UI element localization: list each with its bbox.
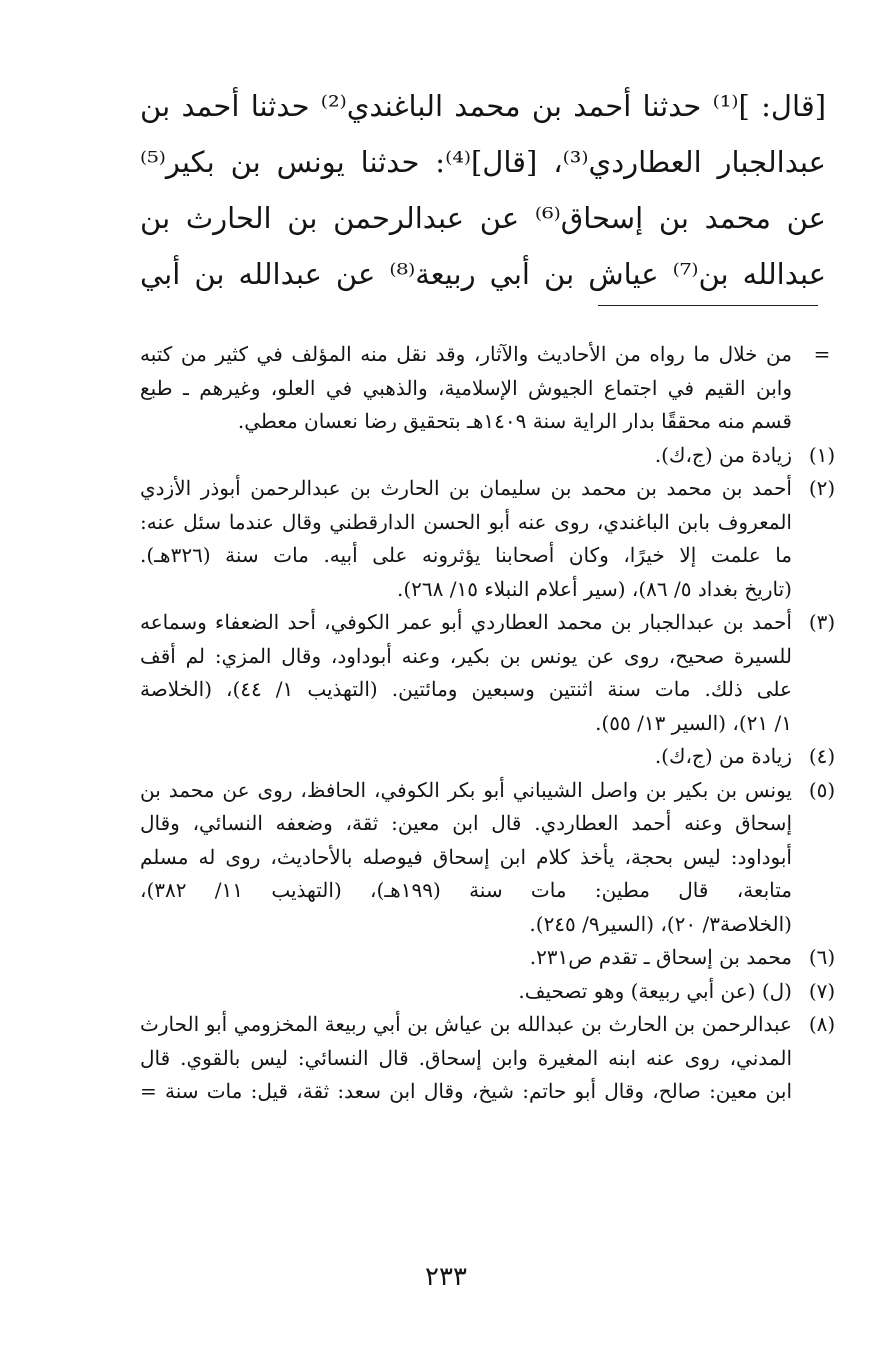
- footnote-line: ابن معين: صالح، وقال أبو حاتم: شيخ، وقال ابن سعد: ثقة، قيل: مات سنة =: [140, 1079, 792, 1103]
- page-number: ٢٣٣: [425, 1262, 467, 1292]
- footnote-continuation: [140, 338, 852, 439]
- footnote-marker: (٨): [808, 1012, 836, 1036]
- footnote-body: [140, 941, 792, 975]
- footnote-6: [140, 941, 852, 975]
- footnote-body: [140, 606, 792, 740]
- footnote-line: المدني، روى عنه ابنه المغيرة وابن إسحاق. قال النسائي: ليس بالقوي. قال: [140, 1045, 792, 1070]
- footnote-line: ما علمت إلا خيرًا، وكان أصحابنا يؤثرونه على أبيه. مات سنة (٣٢٦هـ).: [140, 543, 792, 567]
- footnotes: [140, 338, 852, 1109]
- footnote-line: ١/ ٢١)، (السير ١٣/ ٥٥).: [595, 710, 792, 735]
- footnote-5: [140, 774, 852, 942]
- footnote-line: يونس بن بكير بن واصل الشيباني أبو بكر الكوفي، الحافظ، روى عن محمد بن: [140, 777, 792, 802]
- footnote-1: [140, 439, 852, 473]
- main-text-line: عبدالجبار العطاردي⁽³⁾، [قال]⁽⁴⁾: حدثنا يونس بن بكير⁽⁵⁾: [140, 145, 826, 179]
- footnote-body: [140, 338, 792, 439]
- footnote-body: [140, 774, 792, 942]
- footnote-marker: (٣): [808, 610, 836, 634]
- footnote-marker: (٧): [808, 978, 836, 1003]
- main-text-line: عن محمد بن إسحاق⁽⁶⁾ عن عبدالرحمن بن الحارث بن: [140, 201, 826, 235]
- footnote-8: [140, 1008, 852, 1109]
- main-text: [140, 78, 826, 302]
- footnote-4: [140, 740, 852, 774]
- footnote-line: من خلال ما رواه من الأحاديث والآثار، وقد نقل منه المؤلف في كثير من كتبه: [140, 342, 792, 366]
- footnote-line: (تاريخ بغداد ٥/ ٨٦)، (سير أعلام النبلاء ١٥/ ٢٦٨).: [396, 576, 792, 601]
- footnote-line: المعروف بابن الباغندي، روى عنه أبو الحسن الدارقطني وقال عندما سئل عنه:: [140, 509, 792, 534]
- main-text-line: عبدالله بن⁽⁷⁾ عياش بن أبي ربيعة⁽⁸⁾ عن عبدالله بن أبي: [140, 257, 826, 291]
- footnote-line: قسم منه محققًا بدار الراية سنة ١٤٠٩هـ بتحقيق رضا نعسان معطي.: [237, 409, 792, 433]
- footnote-line: عبدالرحمن بن الحارث بن عبدالله بن عياش بن أبي ربيعة المخزومي أبو الحارث: [140, 1012, 792, 1036]
- footnote-marker: (٢): [808, 476, 836, 500]
- footnote-marker: (٦): [808, 945, 836, 969]
- footnote-line: أبوداود: ليس بحجة، يأخذ كلام ابن إسحاق فيوصله بالأحاديث، روى له مسلم: [140, 844, 792, 869]
- footnote-line: على ذلك. مات سنة اثنتين وسبعين ومائتين. (التهذيب ١/ ٤٤)، (الخلاصة: [140, 677, 792, 701]
- footnote-7: [140, 975, 852, 1009]
- footnote-line: للسيرة صحيح، روى عن يونس بن بكير، وعنه أبوداود، وقال المزي: لم أقف: [140, 643, 792, 668]
- footnote-line: أحمد بن عبدالجبار بن محمد العطاردي أبو عمر الكوفي، أحد الضعفاء وسماعه: [140, 610, 792, 634]
- footnote-body: [140, 975, 792, 1009]
- footnote-marker: (١): [808, 442, 836, 467]
- footnote-body: [140, 740, 792, 774]
- footnote-marker: (٥): [808, 777, 836, 802]
- footnote-body: [140, 472, 792, 606]
- footnote-marker: (٤): [808, 744, 836, 768]
- footnote-line: (ل) (عن أبي ربيعة) وهو تصحيف.: [518, 978, 792, 1003]
- footnote-line: أحمد بن محمد بن محمد بن سليمان بن الحارث بن عبدالرحمن أبوذر الأزدي: [140, 476, 792, 500]
- footnote-line: زيادة من (ج،ك).: [654, 744, 792, 768]
- footnote-2: [140, 472, 852, 606]
- footnote-line: محمد بن إسحاق ـ تقدم ص٢٣١.: [529, 945, 792, 969]
- main-text-line: [قال: ]⁽¹⁾ حدثنا أحمد بن محمد الباغندي⁽²⁾ حدثنا أحمد بن: [140, 89, 826, 123]
- footnote-line: (الخلاصة٣/ ٢٠)، (السير٩/ ٢٤٥).: [529, 911, 792, 936]
- footnote-separator: [598, 305, 818, 306]
- footnote-line: وابن القيم في اجتماع الجيوش الإسلامية، والذهبي في العلو، وغيرهم ـ طبع: [140, 375, 792, 400]
- footnote-line: متابعة، قال مطين: مات سنة (١٩٩هـ)، (التهذيب ١١/ ٣٨٢)،: [140, 878, 792, 902]
- footnote-body: [140, 1008, 792, 1109]
- footnote-marker: =: [813, 342, 831, 366]
- footnote-3: [140, 606, 852, 740]
- footnote-body: [140, 439, 792, 473]
- footnote-line: إسحاق وعنه أحمد العطاردي. قال ابن معين: ثقة، وضعفه النسائي، وقال: [140, 811, 792, 835]
- footnote-line: زيادة من (ج،ك).: [654, 442, 792, 467]
